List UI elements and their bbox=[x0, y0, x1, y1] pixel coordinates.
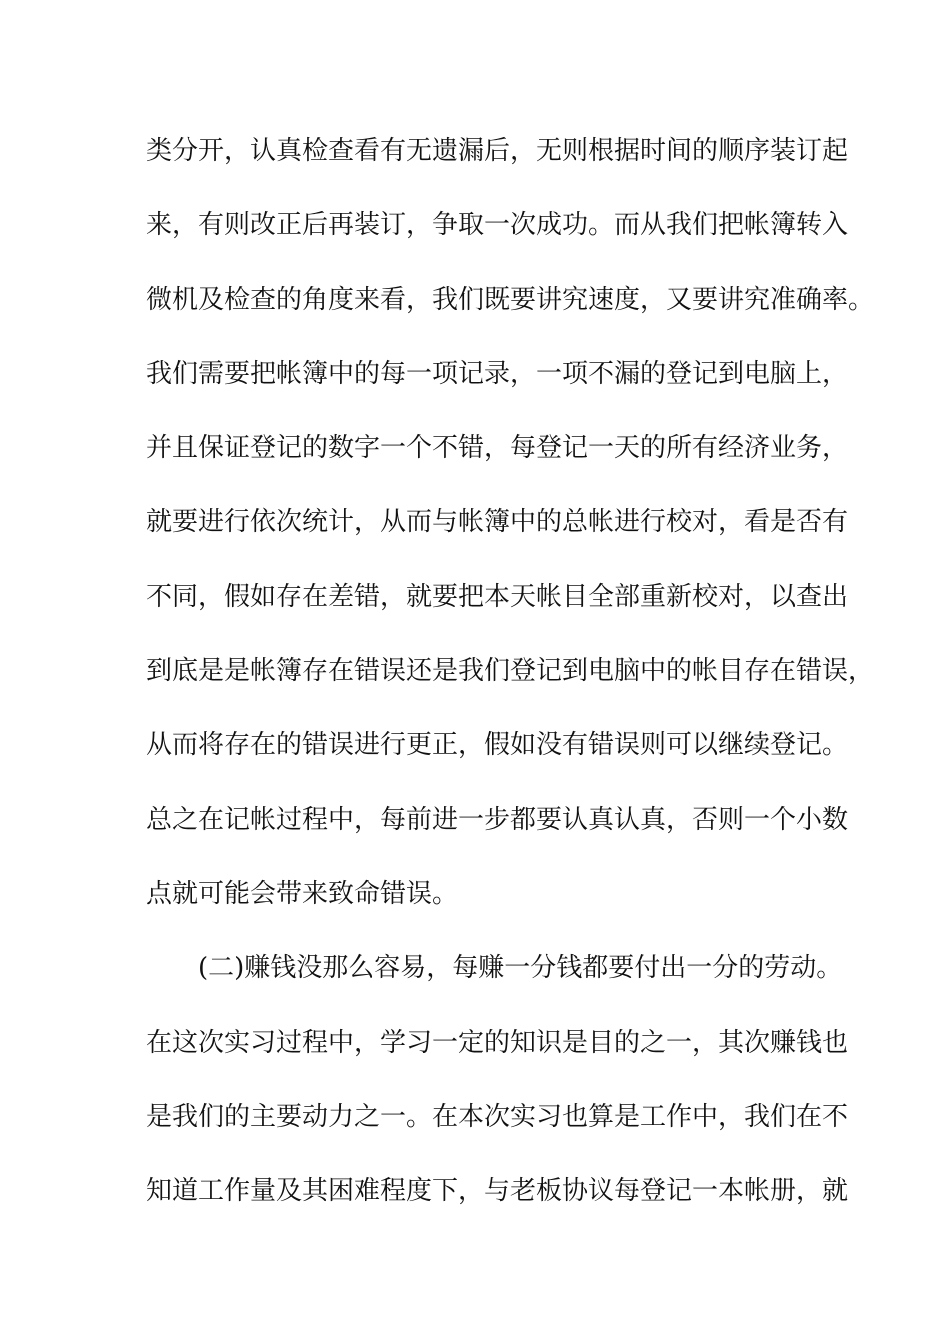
text-line: 就要进行依次统计，从而与帐簿中的总帐进行校对，看是否有 bbox=[146, 507, 849, 538]
text-line: 在这次实习过程中，学习一定的知识是目的之一，其次赚钱也 bbox=[146, 1027, 849, 1058]
text-line: 微机及检查的角度来看，我们既要讲究速度，又要讲究准确率。 bbox=[146, 284, 875, 315]
text-line: 知道工作量及其困难程度下，与老板协议每登记一本帐册，就 bbox=[146, 1176, 849, 1207]
text-line: 到底是是帐簿存在错误还是我们登记到电脑中的帐目存在错误， bbox=[146, 656, 875, 687]
text-line: 总之在记帐过程中，每前进一步都要认真认真，否则一个小数 bbox=[146, 804, 849, 835]
text-line: 类分开，认真检查看有无遗漏后，无则根据时间的顺序装订起 bbox=[146, 136, 849, 166]
body-text bbox=[146, 129, 875, 1243]
text-line: 是我们的主要动力之一。在本次实习也算是工作中，我们在不 bbox=[146, 1101, 849, 1132]
text-line: 不同，假如存在差错，就要把本天帐目全部重新校对，以查出 bbox=[146, 581, 849, 612]
text-line: 来，有则改正后再装订，争取一次成功。而从我们把帐簿转入 bbox=[146, 210, 849, 241]
text-line: 点就可能会带来致命错误。 bbox=[146, 878, 459, 909]
text-line: 我们需要把帐簿中的每一项记录，一项不漏的登记到电脑上， bbox=[146, 358, 849, 389]
text-line: 从而将存在的错误进行更正，假如没有错误则可以继续登记。 bbox=[146, 730, 849, 761]
section-heading-line: (二)赚钱没那么容易，每赚一分钱都要付出一分的劳动。 bbox=[198, 953, 843, 984]
text-line: 并且保证登记的数字一个不错，每登记一天的所有经济业务， bbox=[146, 433, 849, 464]
